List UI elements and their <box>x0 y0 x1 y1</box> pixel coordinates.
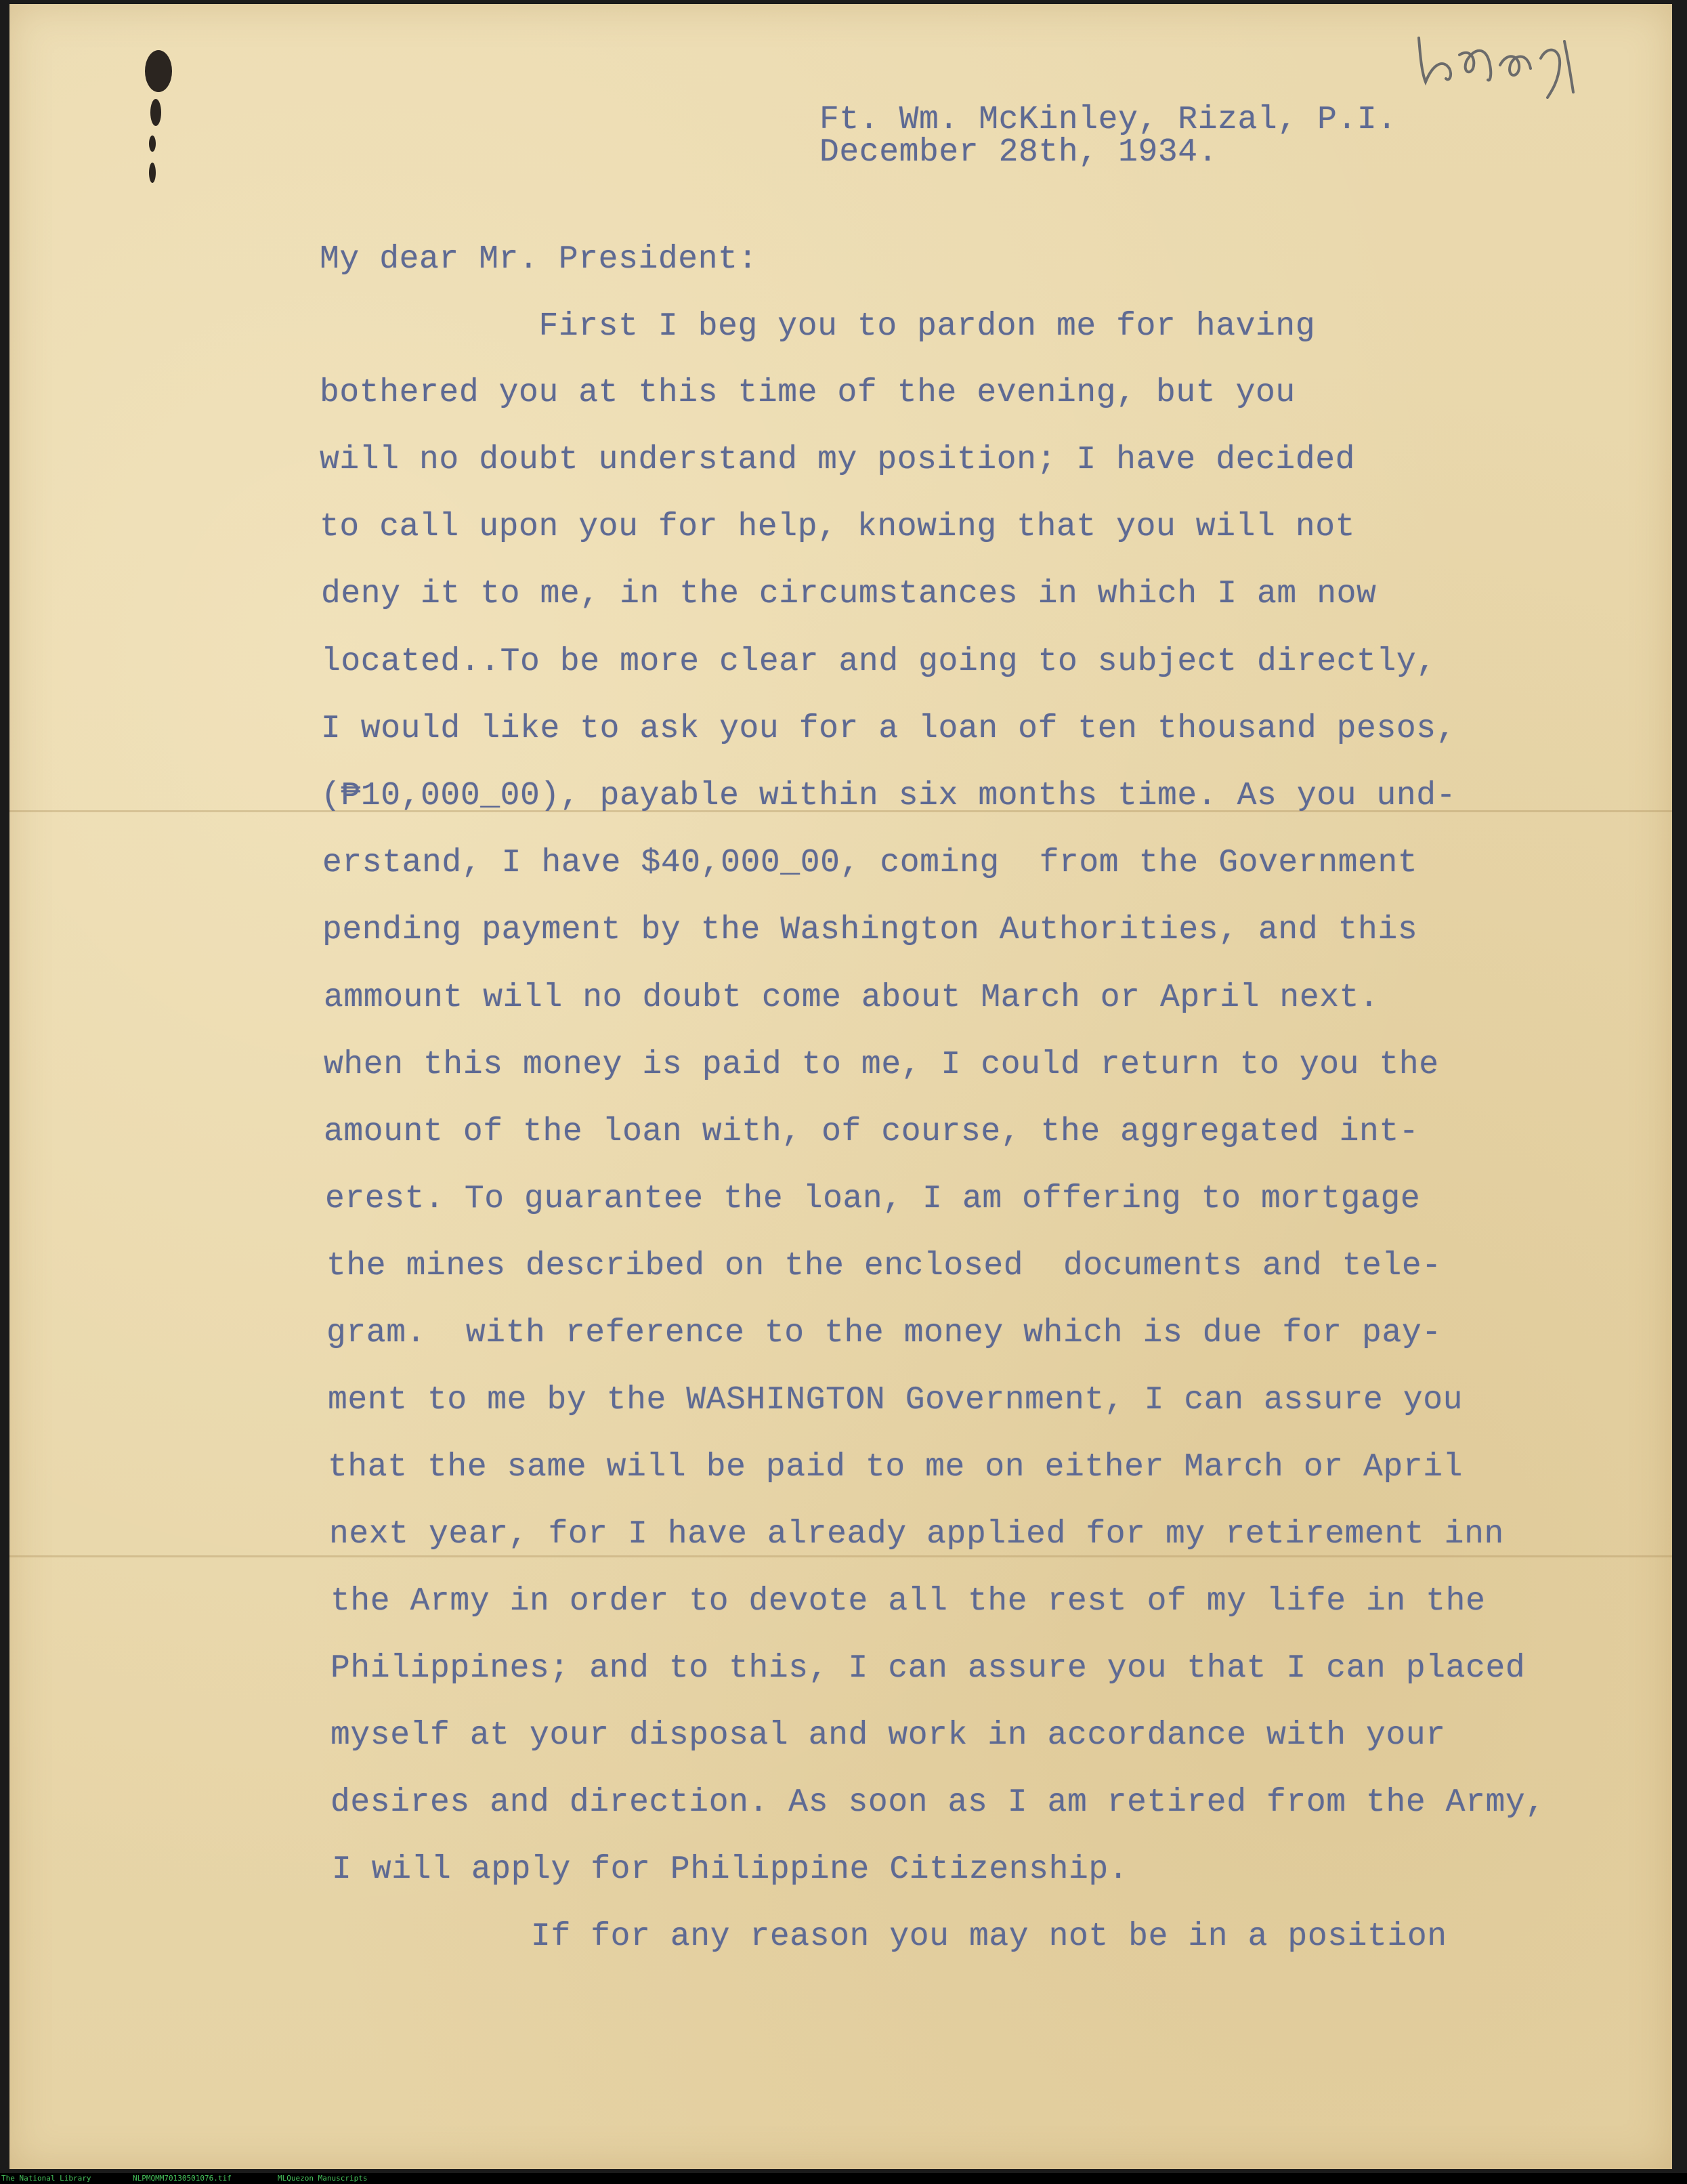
body-line: the mines described on the enclosed documents and tele- <box>326 1248 1442 1284</box>
body-line: pending payment by the Washington Authorities, and this <box>322 912 1418 948</box>
body-line: will no doubt understand my position; I have decided <box>320 442 1356 478</box>
body-line: the Army in order to devote all the rest of my life in the <box>330 1583 1486 1620</box>
body-line: ment to me by the WASHINGTON Government, I can assure you <box>328 1382 1464 1419</box>
scan-footer <box>0 2173 1687 2184</box>
body-line: to call upon you for help, knowing that you will not <box>320 509 1356 545</box>
paper-fold <box>9 1555 1672 1557</box>
body-line: desires and direction. As soon as I am retired from the Army, <box>330 1784 1545 1821</box>
footer-filename: NLPMQMM70130501076.tif <box>133 2174 232 2183</box>
body-line: I will apply for Philippine Citizenship. <box>332 1851 1129 1888</box>
footer-collection: MLQuezon Manuscripts <box>278 2174 368 2183</box>
body-line: Philippines; and to this, I can assure you that I can placed <box>330 1650 1526 1687</box>
body-line: when this money is paid to me, I could return to you the <box>324 1047 1439 1083</box>
body-line: amount of the loan with, of course, the aggregated int- <box>324 1114 1419 1150</box>
body-line: deny it to me, in the circumstances in which I am now <box>321 576 1377 612</box>
body-line: If for any reason you may not be in a position <box>332 1918 1447 1955</box>
ink-blot-stain <box>149 163 156 183</box>
ink-blot-stain <box>149 135 156 152</box>
salutation: My dear Mr. President: <box>320 241 758 278</box>
body-line: erest. To guarantee the loan, I am offering to mortgage <box>325 1181 1421 1217</box>
body-line: next year, for I have already applied for my retirement inn <box>329 1516 1504 1553</box>
body-line: bothered you at this time of the evening, but you <box>320 375 1296 411</box>
body-line: gram. with reference to the money which is due for pay- <box>326 1315 1442 1351</box>
sender-address: Ft. Wm. McKinley, Rizal, P.I. <box>819 102 1397 138</box>
body-line: ammount will no doubt come about March or April next. <box>324 980 1380 1016</box>
footer-institution: The National Library <box>1 2174 91 2183</box>
body-line: First I beg you to pardon me for having <box>320 308 1316 345</box>
ink-blot-stain <box>150 99 161 126</box>
body-line: I would like to ask you for a loan of ten thousand pesos, <box>321 711 1457 747</box>
ink-blot-stain <box>145 50 172 92</box>
body-line: located..To be more clear and going to subject directly, <box>321 644 1436 680</box>
body-line: myself at your disposal and work in accordance with your <box>330 1717 1446 1754</box>
body-line: (₱10,000_00), payable within six months time. As you und- <box>321 778 1457 814</box>
letter-date: December 28th, 1934. <box>819 134 1218 171</box>
body-line: that the same will be paid to me on either March or April <box>328 1449 1464 1486</box>
body-line: erstand, I have $40,000_00, coming from the Government <box>322 845 1418 881</box>
pencil-annotation-icon <box>1412 18 1588 99</box>
